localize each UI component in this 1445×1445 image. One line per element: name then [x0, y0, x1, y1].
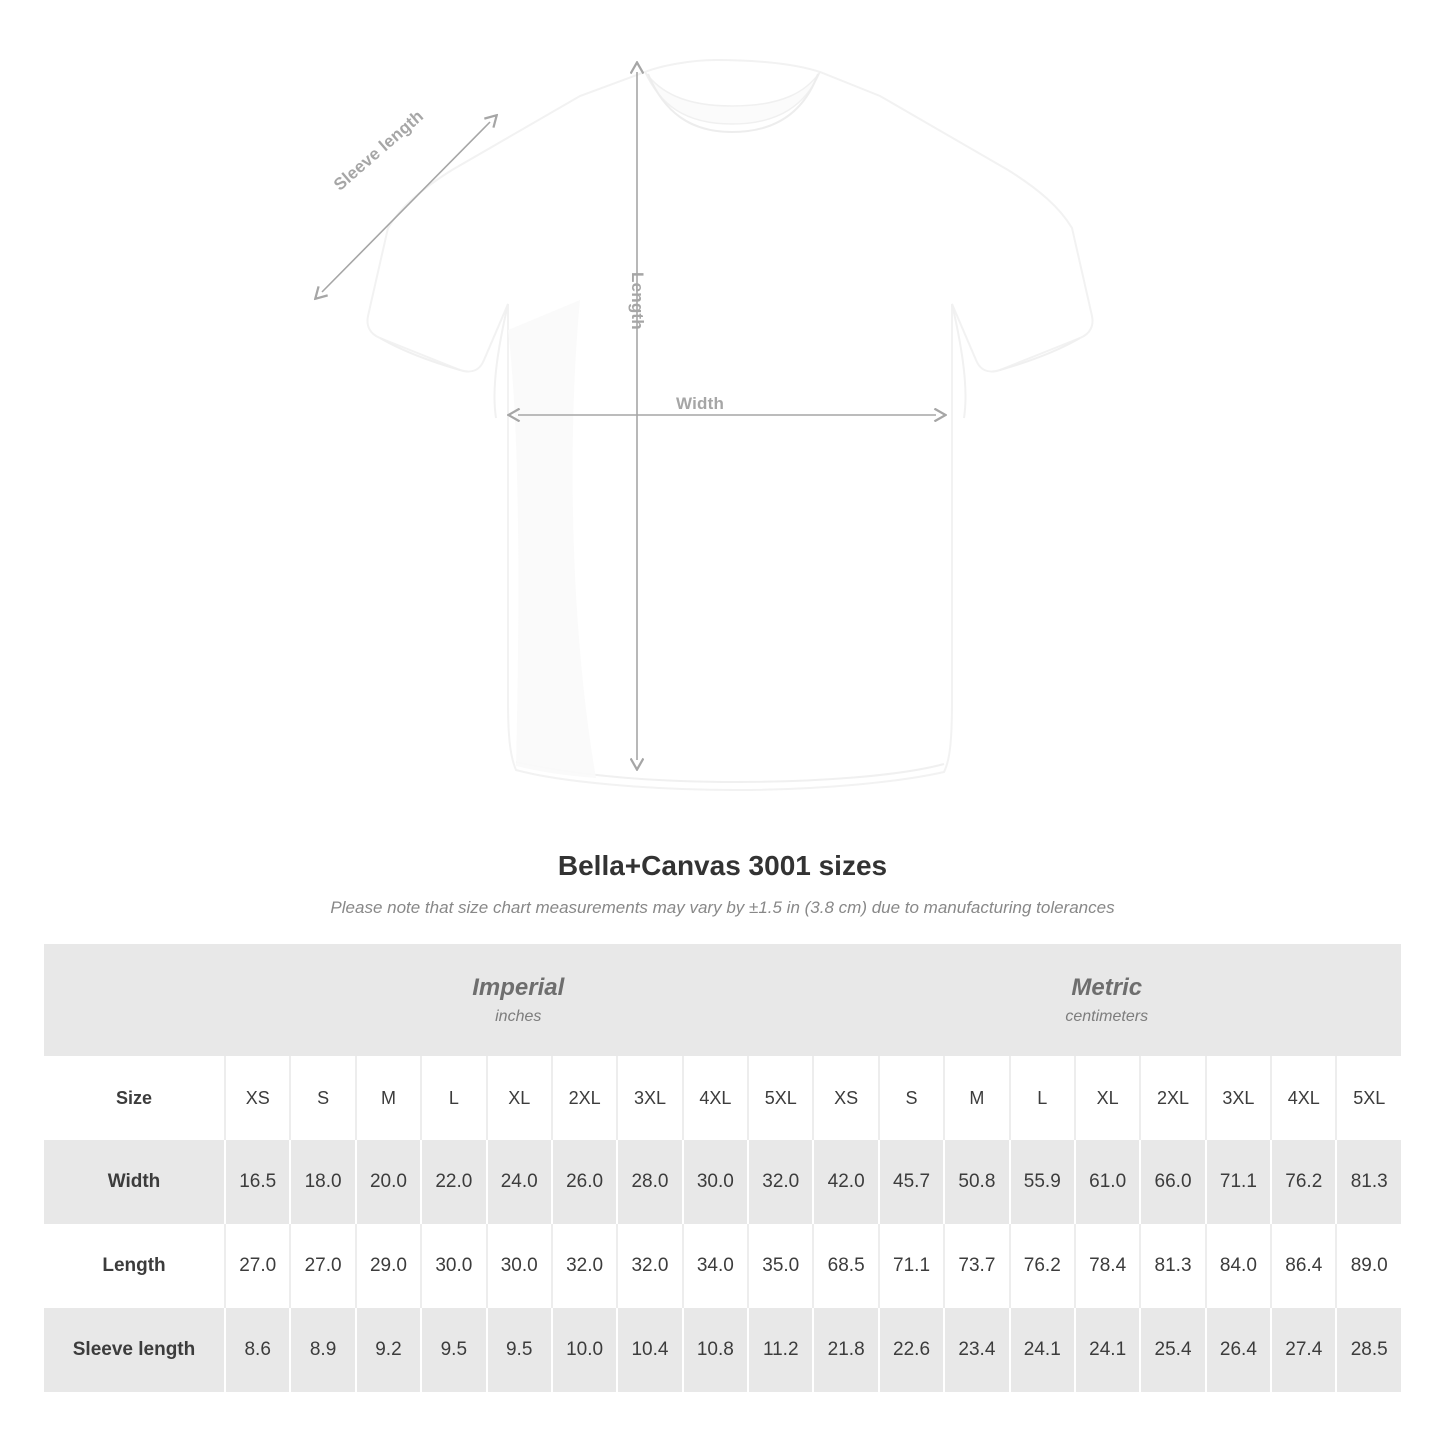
table-cell-value: 27.4: [1270, 1308, 1335, 1392]
table-cell: [1009, 1308, 1074, 1392]
table-cell-value: 25.4: [1139, 1308, 1204, 1392]
table-cell-value: 86.4: [1270, 1224, 1335, 1308]
table-cell-value: 61.0: [1074, 1140, 1139, 1224]
table-cell-value: 66.0: [1139, 1140, 1204, 1224]
table-cell: [1074, 1224, 1139, 1308]
table-cell: [551, 1140, 616, 1224]
table-cell: [551, 1308, 616, 1392]
column-header-text: XL: [486, 1056, 551, 1140]
table-cell: [943, 1308, 1008, 1392]
table-cell-value: 29.0: [355, 1224, 420, 1308]
column-header-m-imperial: [355, 1056, 420, 1140]
table-cell: [878, 1308, 943, 1392]
column-header-xl-imperial: [486, 1056, 551, 1140]
table-cell-value: 27.0: [289, 1224, 354, 1308]
table-cell-value: 81.3: [1139, 1224, 1204, 1308]
unit-system-row: [44, 944, 1401, 1056]
table-cell: [1139, 1224, 1204, 1308]
table-cell: [1009, 1224, 1074, 1308]
table-cell: [1205, 1140, 1270, 1224]
table-cell-value: 68.5: [812, 1224, 877, 1308]
column-header-3xl-metric: [1205, 1056, 1270, 1140]
table-cell-value: 34.0: [682, 1224, 747, 1308]
length-label: Length: [628, 272, 647, 330]
table-row: [44, 1140, 1401, 1224]
table-cell-value: 22.0: [420, 1140, 485, 1224]
table-cell: [420, 1224, 485, 1308]
table-row-header-size: Size: [44, 1056, 224, 1140]
column-header-text: M: [943, 1056, 1008, 1140]
table-cell: [943, 1140, 1008, 1224]
table-cell: [224, 1224, 289, 1308]
column-header-text: 5XL: [747, 1056, 812, 1140]
table-cell: [1270, 1140, 1335, 1224]
page-title: Bella+Canvas 3001 sizes: [557, 850, 888, 881]
table-cell-value: 30.0: [682, 1140, 747, 1224]
table-cell: [1335, 1308, 1401, 1392]
table-cell: [943, 1224, 1008, 1308]
column-header-l-imperial: [420, 1056, 485, 1140]
column-header-l-metric: [1009, 1056, 1074, 1140]
column-header-text: 3XL: [616, 1056, 681, 1140]
table-cell-value: 32.0: [551, 1224, 616, 1308]
table-cell-value: 24.1: [1074, 1308, 1139, 1392]
table-cell: [486, 1308, 551, 1392]
table-cell-value: 10.0: [551, 1308, 616, 1392]
table-cell-value: 11.2: [747, 1308, 812, 1392]
size-table: [44, 944, 1401, 1392]
column-header-text: XS: [224, 1056, 289, 1140]
table-cell: [224, 1308, 289, 1392]
table-cell-value: 42.0: [812, 1140, 877, 1224]
table-cell-value: 28.0: [616, 1140, 681, 1224]
size-table-wrapper: [44, 944, 1401, 1392]
column-header-5xl-imperial: [747, 1056, 812, 1140]
table-cell: [224, 1140, 289, 1224]
table-cell: [1139, 1140, 1204, 1224]
table-cell-value: 9.5: [420, 1308, 485, 1392]
column-header-2xl-metric: [1139, 1056, 1204, 1140]
table-cell: [1335, 1224, 1401, 1308]
metric-header-cell: [812, 944, 1401, 1056]
table-cell-value: 21.8: [812, 1308, 877, 1392]
table-cell-value: 71.1: [878, 1224, 943, 1308]
table-cell-value: 28.5: [1335, 1308, 1401, 1392]
table-cell-value: 30.0: [486, 1224, 551, 1308]
imperial-system-label: Imperial: [472, 973, 565, 1001]
column-header-text: XS: [812, 1056, 877, 1140]
size-chart-header: [0, 850, 1445, 918]
table-cell: [812, 1224, 877, 1308]
table-cell: [355, 1224, 420, 1308]
table-cell-value: 9.2: [355, 1308, 420, 1392]
table-cell: [616, 1308, 681, 1392]
table-cell-value: 22.6: [878, 1308, 943, 1392]
column-header-s-metric: [878, 1056, 943, 1140]
table-cell-value: 55.9: [1009, 1140, 1074, 1224]
table-cell: [420, 1140, 485, 1224]
column-header-text: L: [1009, 1056, 1074, 1140]
table-cell-value: 89.0: [1335, 1224, 1401, 1308]
table-cell-value: 78.4: [1074, 1224, 1139, 1308]
table-cell-value: 32.0: [616, 1224, 681, 1308]
table-cell: [1270, 1224, 1335, 1308]
table-cell: [1074, 1308, 1139, 1392]
table-cell: [747, 1308, 812, 1392]
column-header-text: 5XL: [1335, 1056, 1401, 1140]
table-row: [44, 1224, 1401, 1308]
table-cell: [289, 1140, 354, 1224]
table-cell: [1270, 1308, 1335, 1392]
table-cell: [486, 1140, 551, 1224]
column-header-text: 2XL: [1139, 1056, 1204, 1140]
table-cell: [747, 1140, 812, 1224]
table-cell-value: 24.1: [1009, 1308, 1074, 1392]
row-label-width: Width: [44, 1140, 224, 1224]
table-cell: [682, 1224, 747, 1308]
table-cell: [812, 1140, 877, 1224]
table-cell-value: 26.0: [551, 1140, 616, 1224]
table-cell: [1335, 1140, 1401, 1224]
table-cell-value: 20.0: [355, 1140, 420, 1224]
tolerance-note: Please note that size chart measurements may vary by ±1.5 in (3.8 cm) due to manufacturing tolerances: [330, 898, 1115, 917]
row-label-length: Length: [102, 1255, 166, 1276]
table-cell: [289, 1224, 354, 1308]
width-label: Width: [676, 394, 725, 413]
table-cell: [747, 1224, 812, 1308]
table-cell-value: 71.1: [1205, 1140, 1270, 1224]
table-cell: [682, 1140, 747, 1224]
column-header-text: L: [420, 1056, 485, 1140]
column-header-xs-metric: [812, 1056, 877, 1140]
shirt-shape: [368, 60, 1093, 790]
column-header-xl-metric: [1074, 1056, 1139, 1140]
table-cell: [682, 1308, 747, 1392]
table-cell: [1009, 1140, 1074, 1224]
table-cell-value: 26.4: [1205, 1308, 1270, 1392]
size-header-row: [44, 1056, 1401, 1140]
table-cell: [289, 1308, 354, 1392]
table-cell: [616, 1224, 681, 1308]
column-header-text: 2XL: [551, 1056, 616, 1140]
table-cell-value: 10.4: [616, 1308, 681, 1392]
table-row: [44, 1308, 1401, 1392]
table-cell-value: 35.0: [747, 1224, 812, 1308]
table-cell: [1074, 1140, 1139, 1224]
table-cell: [355, 1140, 420, 1224]
table-cell-value: 73.7: [943, 1224, 1008, 1308]
table-cell-value: 32.0: [747, 1140, 812, 1224]
unit-spacer-cell: [44, 944, 224, 1056]
column-header-s-imperial: [289, 1056, 354, 1140]
column-header-text: 3XL: [1205, 1056, 1270, 1140]
column-header-text: 4XL: [1270, 1056, 1335, 1140]
metric-system-label: Metric: [1071, 973, 1143, 1001]
sleeve-length-label: Sleeve length: [330, 106, 428, 195]
row-label-sleeve-length: Sleeve length: [44, 1308, 224, 1392]
table-cell-value: 18.0: [289, 1140, 354, 1224]
table-cell: [616, 1140, 681, 1224]
table-cell-value: 84.0: [1205, 1224, 1270, 1308]
table-cell: [486, 1224, 551, 1308]
column-header-text: S: [878, 1056, 943, 1140]
table-cell: [1139, 1308, 1204, 1392]
table-cell-value: 45.7: [878, 1140, 943, 1224]
table-cell: [551, 1224, 616, 1308]
metric-unit-label: centimeters: [1065, 1008, 1149, 1026]
column-header-text: 4XL: [682, 1056, 747, 1140]
table-cell-value: 8.6: [224, 1308, 289, 1392]
column-header-text: S: [289, 1056, 354, 1140]
table-cell-value: 24.0: [486, 1140, 551, 1224]
table-cell-value: 76.2: [1009, 1224, 1074, 1308]
table-cell: [1205, 1224, 1270, 1308]
column-header-3xl-imperial: [616, 1056, 681, 1140]
table-cell: [812, 1308, 877, 1392]
table-cell: [1205, 1308, 1270, 1392]
table-cell: [420, 1308, 485, 1392]
imperial-header-cell: [224, 944, 812, 1056]
table-cell-value: 30.0: [420, 1224, 485, 1308]
table-cell: [878, 1224, 943, 1308]
table-cell-value: 9.5: [486, 1308, 551, 1392]
table-cell-value: 50.8: [943, 1140, 1008, 1224]
table-cell-value: 27.0: [224, 1224, 289, 1308]
imperial-unit-label: inches: [495, 1008, 542, 1026]
column-header-5xl-metric: [1335, 1056, 1401, 1140]
table-cell-value: 16.5: [224, 1140, 289, 1224]
table-cell-value: 8.9: [289, 1308, 354, 1392]
column-header-4xl-metric: [1270, 1056, 1335, 1140]
table-cell-value: 76.2: [1270, 1140, 1335, 1224]
column-header-text: M: [355, 1056, 420, 1140]
table-cell-value: 23.4: [943, 1308, 1008, 1392]
table-cell-value: 10.8: [682, 1308, 747, 1392]
column-header-xs-imperial: [224, 1056, 289, 1140]
column-header-m-metric: [943, 1056, 1008, 1140]
column-header-text: XL: [1074, 1056, 1139, 1140]
column-header-4xl-imperial: [682, 1056, 747, 1140]
table-cell: [878, 1140, 943, 1224]
column-header-2xl-imperial: [551, 1056, 616, 1140]
table-cell-value: 81.3: [1335, 1140, 1401, 1224]
table-cell: [355, 1308, 420, 1392]
